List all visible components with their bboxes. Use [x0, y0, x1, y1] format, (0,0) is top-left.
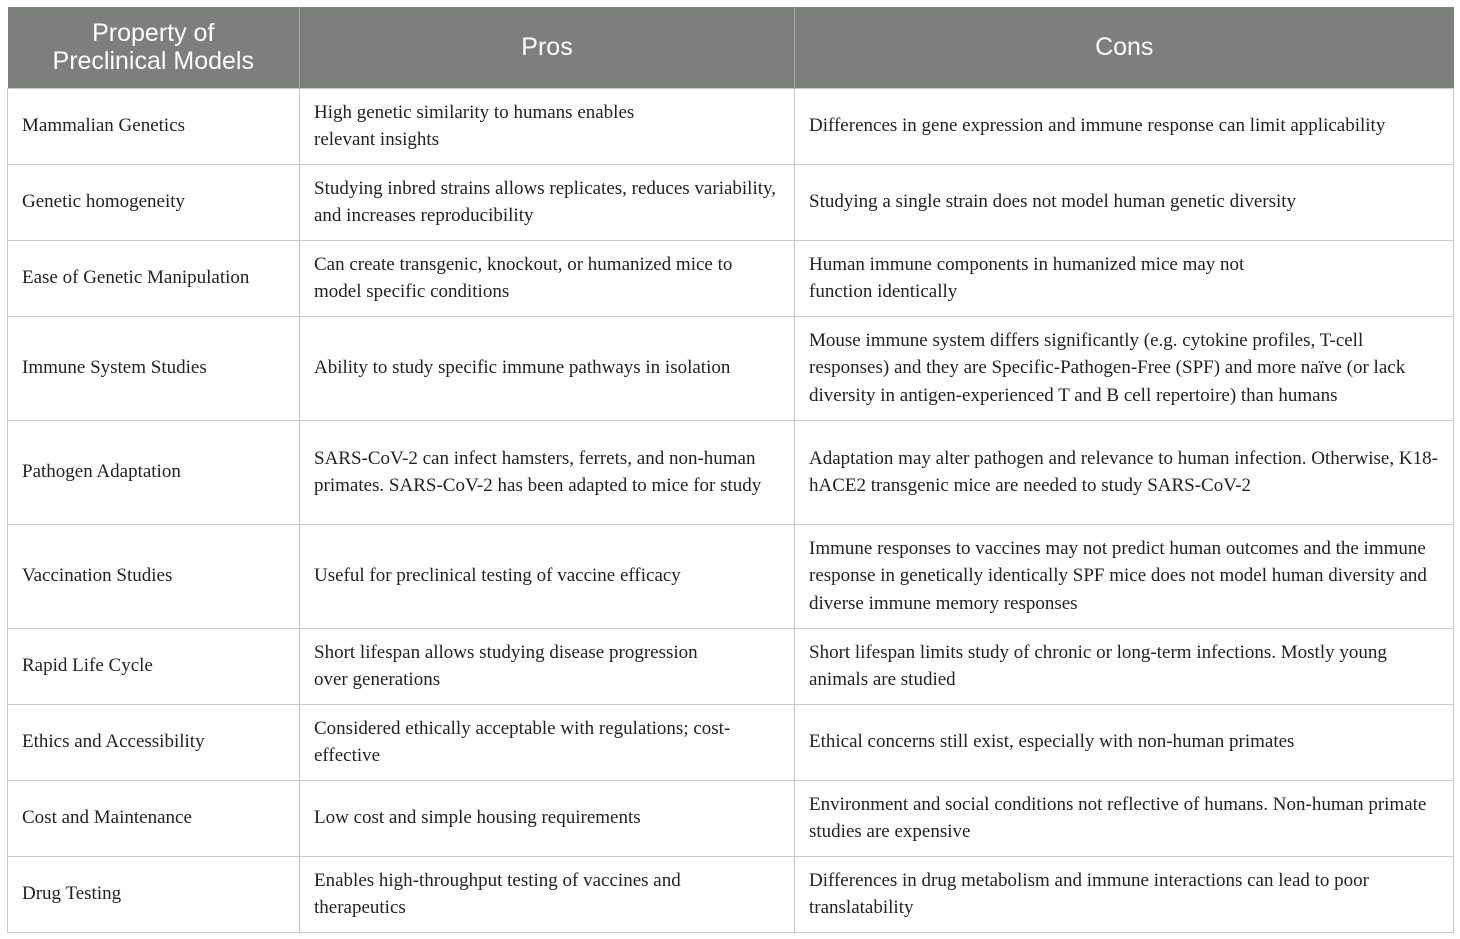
cell-cons: Ethical concerns still exist, especially with non-human primates — [795, 704, 1454, 780]
table-container — [7, 7, 1453, 933]
table-row — [8, 240, 1454, 316]
cell-pros: Low cost and simple housing requirements — [300, 780, 795, 856]
cell-pros: SARS-CoV-2 can infect hamsters, ferrets, and non-human primates. SARS-CoV-2 has been adapted to mice for study — [300, 420, 795, 524]
cell-property: Drug Testing — [8, 856, 300, 932]
header-property: Property of Preclinical Models — [8, 7, 300, 88]
cell-cons: Differences in gene expression and immune response can limit applicability — [795, 88, 1454, 164]
table-header — [8, 7, 1454, 88]
header-row — [8, 7, 1454, 88]
cell-property: Ease of Genetic Manipulation — [8, 240, 300, 316]
table-body — [8, 88, 1454, 932]
table-row — [8, 780, 1454, 856]
cell-cons: Studying a single strain does not model human genetic diversity — [795, 164, 1454, 240]
table-row — [8, 316, 1454, 420]
cell-cons: Environment and social conditions not reflective of humans. Non-human primate studies are expensive — [795, 780, 1454, 856]
cell-pros: Can create transgenic, knockout, or humanized mice to model specific conditions — [300, 240, 795, 316]
table-row — [8, 88, 1454, 164]
cell-pros: Ability to study specific immune pathways in isolation — [300, 316, 795, 420]
comparison-table — [7, 7, 1454, 933]
cell-pros: Enables high-throughput testing of vaccines and therapeutics — [300, 856, 795, 932]
cell-property: Pathogen Adaptation — [8, 420, 300, 524]
cell-pros: Studying inbred strains allows replicates, reduces variability, and increases reproducibility — [300, 164, 795, 240]
table-row — [8, 524, 1454, 628]
cell-property: Genetic homogeneity — [8, 164, 300, 240]
header-cons: Cons — [795, 7, 1454, 88]
cell-property: Vaccination Studies — [8, 524, 300, 628]
cell-property: Rapid Life Cycle — [8, 628, 300, 704]
table-row — [8, 704, 1454, 780]
cell-cons: Immune responses to vaccines may not predict human outcomes and the immune response in genetically identically SPF mice does not model human diversity and diverse immune memory responses — [795, 524, 1454, 628]
cell-cons: Adaptation may alter pathogen and relevance to human infection. Otherwise, K18-hACE2 transgenic mice are needed to study SARS-CoV-2 — [795, 420, 1454, 524]
cell-cons: Short lifespan limits study of chronic or long-term infections. Mostly young animals are studied — [795, 628, 1454, 704]
cell-property: Ethics and Accessibility — [8, 704, 300, 780]
cell-cons: Mouse immune system differs significantly (e.g. cytokine profiles, T-cell responses) and they are Specific-Pathogen-Free (SPF) and more naïve (or lack diversity in antigen-experienced T and B cell repertoire) than humans — [795, 316, 1454, 420]
cell-pros: Useful for preclinical testing of vaccine efficacy — [300, 524, 795, 628]
cell-property: Mammalian Genetics — [8, 88, 300, 164]
cell-pros: High genetic similarity to humans enables relevant insights — [300, 88, 795, 164]
cell-pros: Short lifespan allows studying disease progression over generations — [300, 628, 795, 704]
cell-cons: Human immune components in humanized mice may not function identically — [795, 240, 1454, 316]
cell-pros: Considered ethically acceptable with regulations; cost-effective — [300, 704, 795, 780]
header-pros: Pros — [300, 7, 795, 88]
cell-property: Immune System Studies — [8, 316, 300, 420]
cell-cons: Differences in drug metabolism and immune interactions can lead to poor translatability — [795, 856, 1454, 932]
table-row — [8, 628, 1454, 704]
table-row — [8, 164, 1454, 240]
table-row — [8, 856, 1454, 932]
cell-property: Cost and Maintenance — [8, 780, 300, 856]
table-row — [8, 420, 1454, 524]
